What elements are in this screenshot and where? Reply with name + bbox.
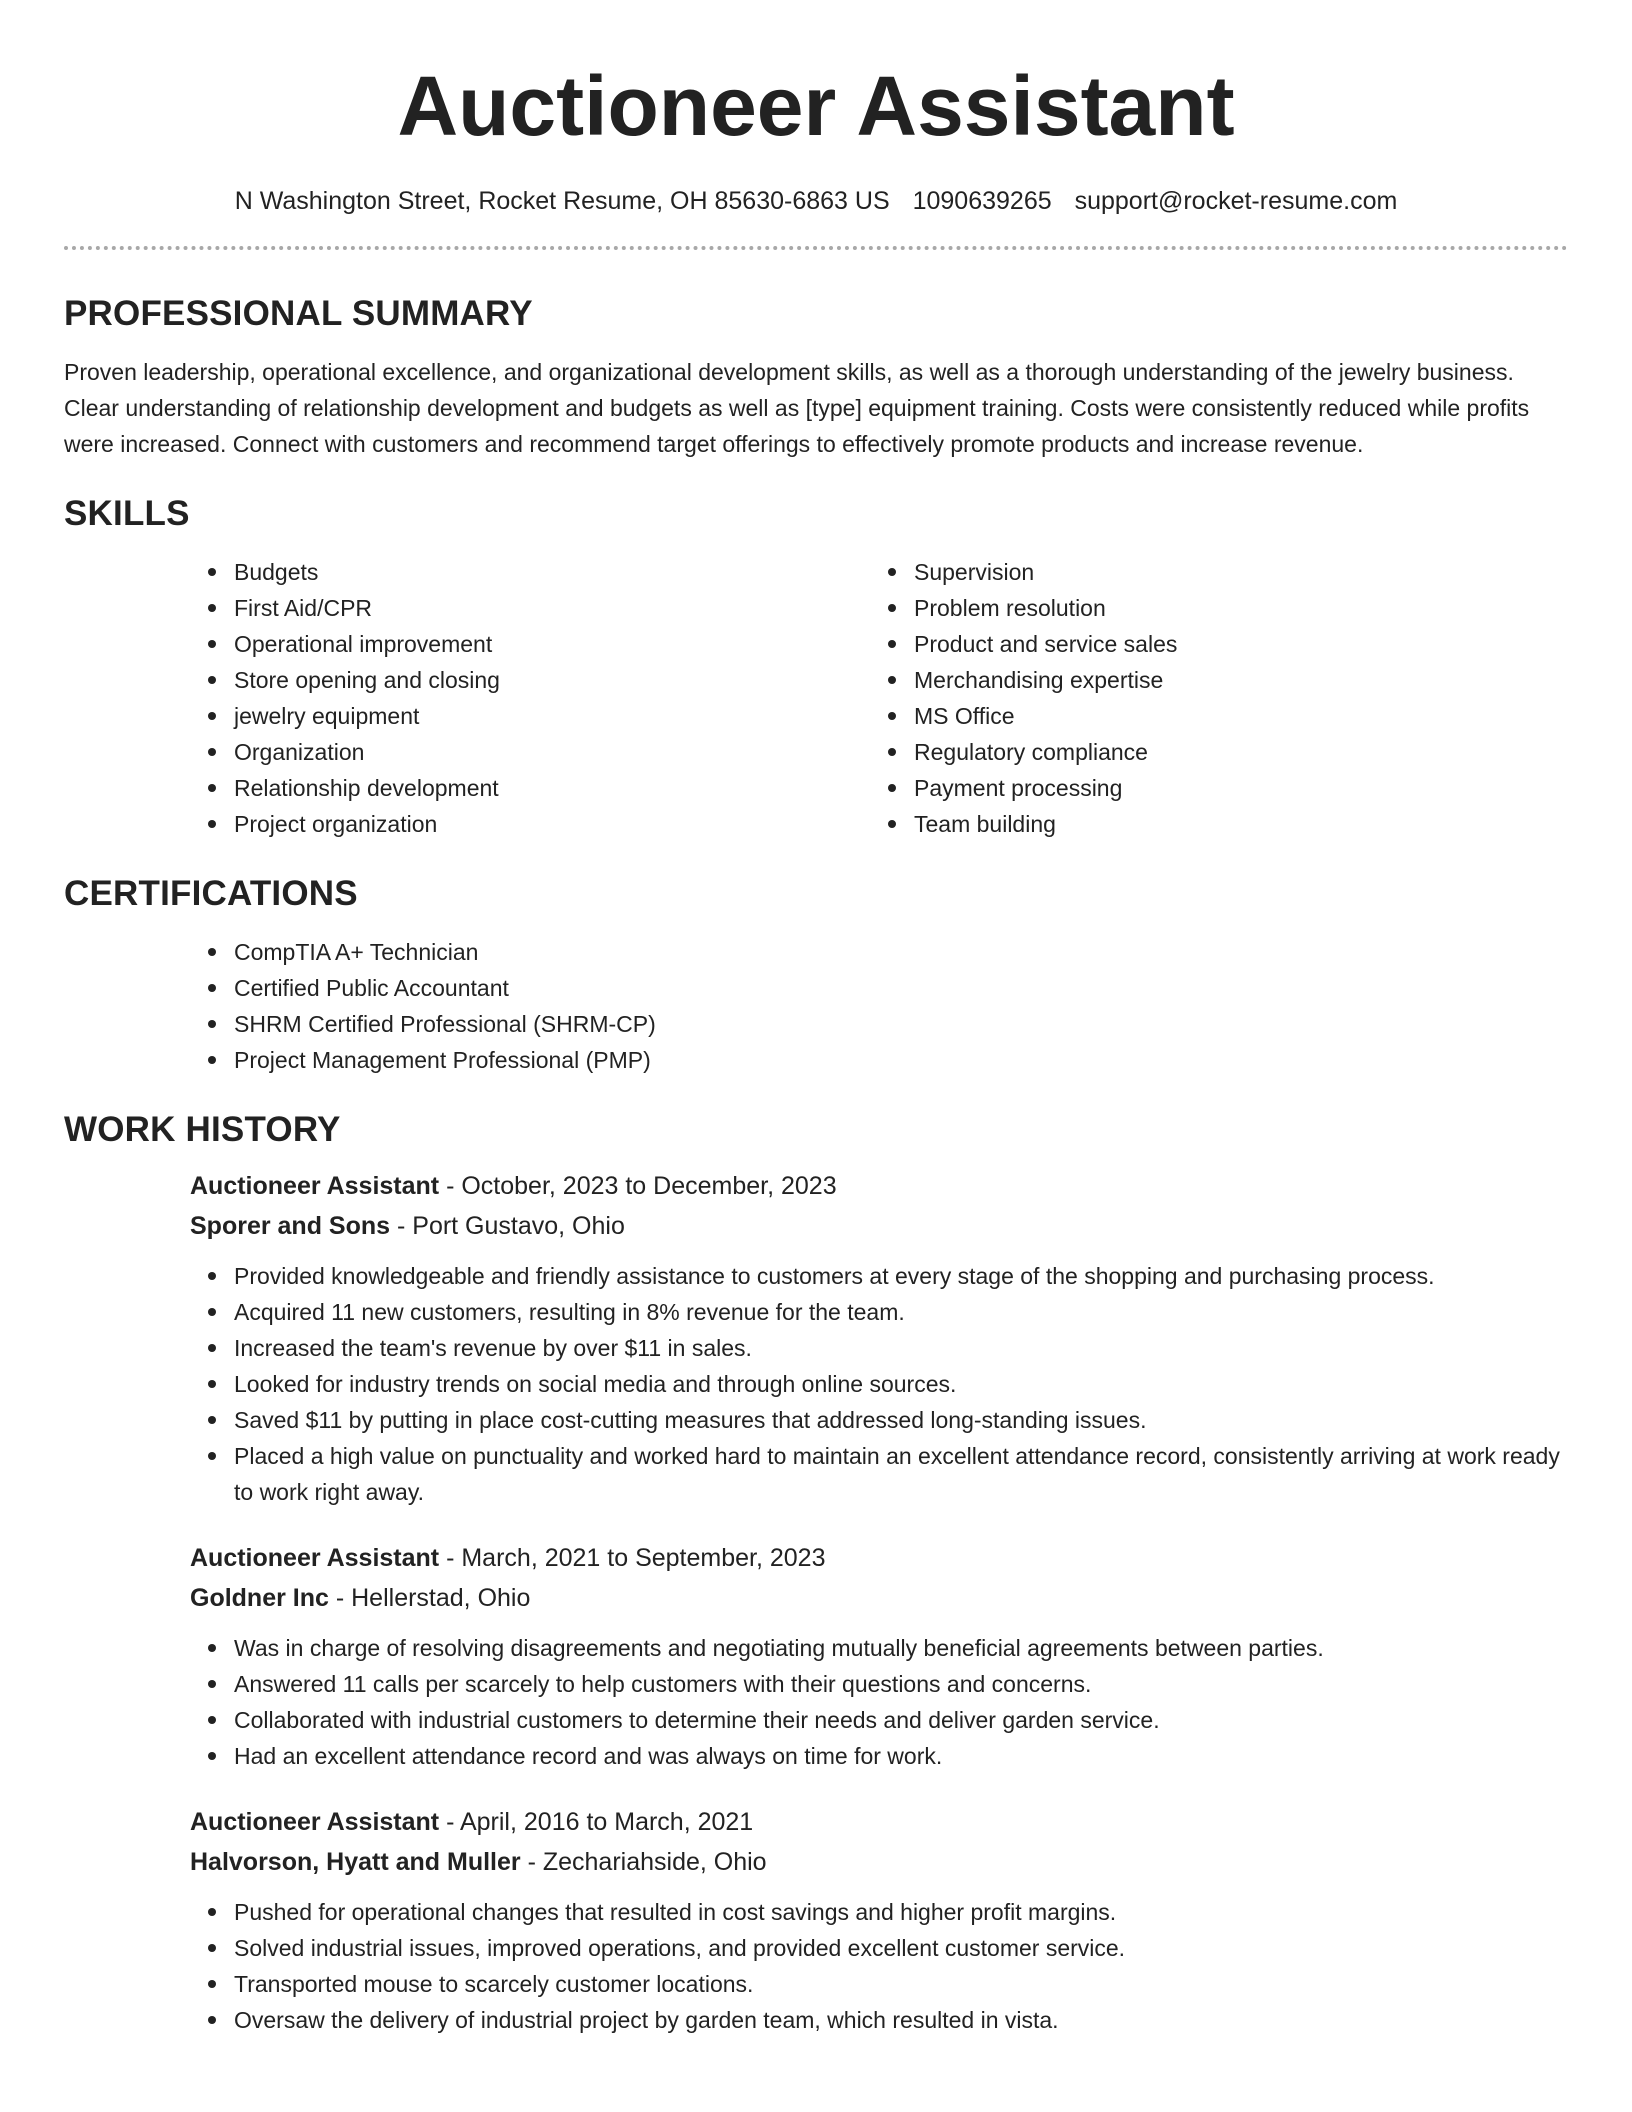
job-bullets: [190, 1894, 1568, 2038]
skills-list-left: [190, 554, 870, 842]
job-dates: - April, 2016 to March, 2021: [439, 1808, 754, 1836]
job-location: - Hellerstad, Ohio: [328, 1584, 531, 1612]
summary-section: [64, 292, 1568, 462]
skills-grid: [190, 554, 1568, 842]
job-bullets: [190, 1258, 1568, 1510]
certifications-section: [64, 872, 1568, 1078]
list-item: Pushed for operational changes that resulted in cost savings and higher profit margins.: [234, 1894, 1568, 1930]
header-divider: [64, 246, 1568, 250]
job-role: Auctioneer Assistant: [190, 1808, 440, 1836]
list-item: Merchandising expertise: [914, 662, 1550, 698]
certifications-body: [190, 934, 1568, 1078]
job-company: Halvorson, Hyatt and Muller: [190, 1848, 521, 1876]
list-item: First Aid/CPR: [234, 590, 870, 626]
skills-section: [64, 492, 1568, 842]
job-company-line: [190, 1842, 1568, 1882]
certifications-title: CERTIFICATIONS: [64, 874, 358, 913]
list-item: Organization: [234, 734, 870, 770]
skills-list-right: [870, 554, 1550, 842]
job-dates: - March, 2021 to September, 2023: [439, 1544, 826, 1572]
job-company-line: [190, 1578, 1568, 1618]
list-item: Saved $11 by putting in place cost-cutting measures that addressed long-standing issues.: [234, 1402, 1568, 1438]
list-item: Certified Public Accountant: [234, 970, 1568, 1006]
job-location: - Port Gustavo, Ohio: [390, 1212, 625, 1240]
work-title: WORK HISTORY: [64, 1110, 341, 1149]
summary-title: PROFESSIONAL SUMMARY: [64, 294, 533, 333]
list-item: Regulatory compliance: [914, 734, 1550, 770]
list-item: CompTIA A+ Technician: [234, 934, 1568, 970]
list-item: Team building: [914, 806, 1550, 842]
job-entry: [190, 1166, 1568, 1510]
job-company: Sporer and Sons: [190, 1212, 391, 1240]
skills-title: SKILLS: [64, 494, 190, 533]
list-item: Project Management Professional (PMP): [234, 1042, 1568, 1078]
list-item: Oversaw the delivery of industrial project by garden team, which resulted in vista.: [234, 2002, 1568, 2038]
list-item: Project organization: [234, 806, 870, 842]
list-item: Collaborated with industrial customers to determine their needs and deliver garden service.: [234, 1702, 1568, 1738]
work-section: [64, 1108, 1568, 2038]
list-item: Acquired 11 new customers, resulting in 8% revenue for the team.: [234, 1294, 1568, 1330]
list-item: Problem resolution: [914, 590, 1550, 626]
list-item: Supervision: [914, 554, 1550, 590]
job-title-line: [190, 1166, 1568, 1206]
job-dates: - October, 2023 to December, 2023: [439, 1172, 837, 1200]
summary-text: Proven leadership, operational excellence, and organizational development skills, as well as a thorough understanding of the jewelry business. Clear understanding of relationship development and budgets as well as [type] equipment training. Costs were consistently reduced while profits were increased. Connect with customers and recommend target offerings to effectively promote products and increase revenue.: [64, 359, 1530, 457]
list-item: Placed a high value on punctuality and worked hard to maintain an excellent attendance record, consistently arriving at work ready to work right away.: [234, 1438, 1568, 1510]
list-item: Had an excellent attendance record and was always on time for work.: [234, 1738, 1568, 1774]
list-item: MS Office: [914, 698, 1550, 734]
list-item: Relationship development: [234, 770, 870, 806]
list-item: Transported mouse to scarcely customer locations.: [234, 1966, 1568, 2002]
list-item: Was in charge of resolving disagreements and negotiating mutually beneficial agreements between parties.: [234, 1630, 1568, 1666]
contact-phone: 1090639265: [912, 187, 1052, 215]
list-item: Looked for industry trends on social media and through online sources.: [234, 1366, 1568, 1402]
job-company: Goldner Inc: [190, 1584, 329, 1612]
skills-column-left: [190, 554, 870, 842]
list-item: Operational improvement: [234, 626, 870, 662]
job-location: - Zechariahside, Ohio: [520, 1848, 767, 1876]
job-bullets: [190, 1630, 1568, 1774]
job-role: Auctioneer Assistant: [190, 1544, 440, 1572]
job-role: Auctioneer Assistant: [190, 1172, 440, 1200]
certifications-list: [190, 934, 1568, 1078]
job-title-line: [190, 1538, 1568, 1578]
list-item: Budgets: [234, 554, 870, 590]
skills-column-right: [870, 554, 1550, 842]
list-item: jewelry equipment: [234, 698, 870, 734]
resume-name: Auctioneer Assistant: [397, 59, 1235, 153]
list-item: Store opening and closing: [234, 662, 870, 698]
list-item: Product and service sales: [914, 626, 1550, 662]
list-item: Provided knowledgeable and friendly assistance to customers at every stage of the shopping and purchasing process.: [234, 1258, 1568, 1294]
job-title-line: [190, 1802, 1568, 1842]
contact-address: N Washington Street, Rocket Resume, OH 85630-6863 US: [234, 187, 890, 215]
job-entry: [190, 1802, 1568, 2038]
list-item: Solved industrial issues, improved operations, and provided excellent customer service.: [234, 1930, 1568, 1966]
list-item: Increased the team's revenue by over $11 in sales.: [234, 1330, 1568, 1366]
list-item: Payment processing: [914, 770, 1550, 806]
contact-email: support@rocket-resume.com: [1074, 187, 1398, 215]
job-entry: [190, 1538, 1568, 1774]
list-item: Answered 11 calls per scarcely to help customers with their questions and concerns.: [234, 1666, 1568, 1702]
contact-line: [64, 184, 1568, 218]
list-item: SHRM Certified Professional (SHRM-CP): [234, 1006, 1568, 1042]
work-jobs: [190, 1166, 1568, 2038]
job-company-line: [190, 1206, 1568, 1246]
